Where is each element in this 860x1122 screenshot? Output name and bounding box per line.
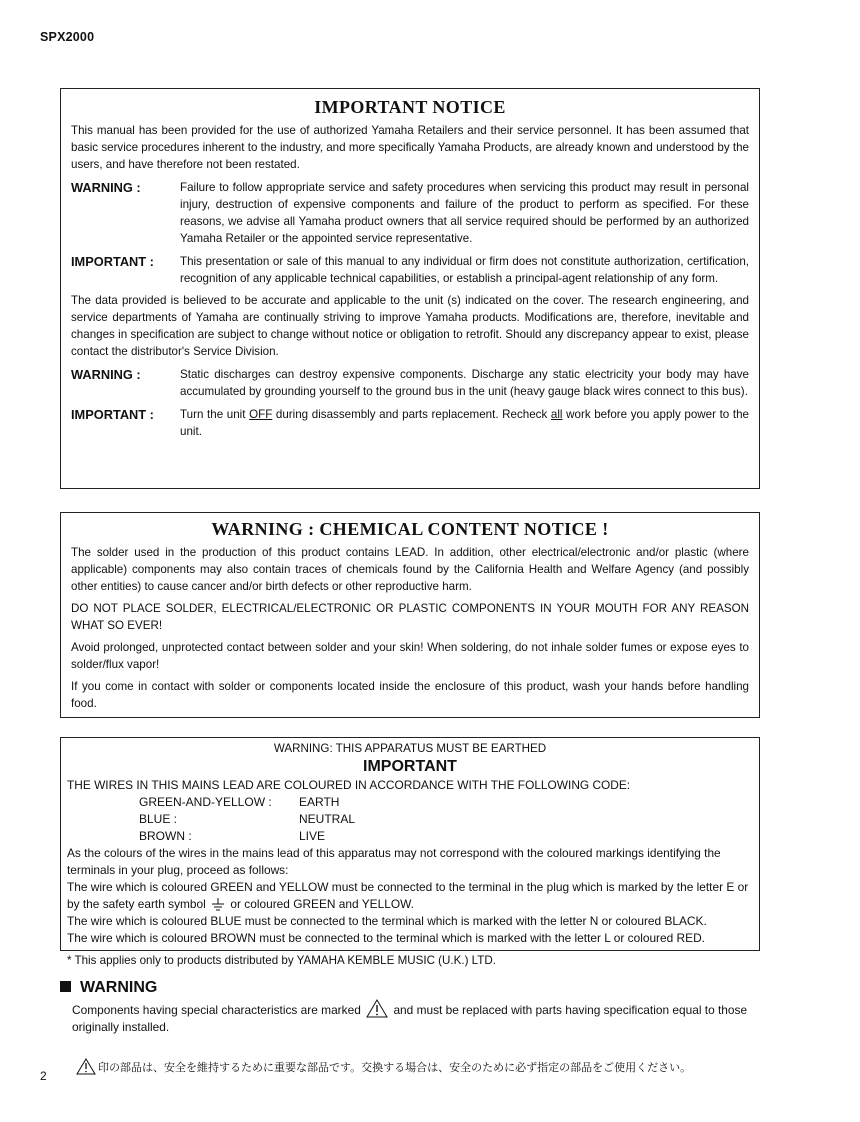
square-bullet-icon xyxy=(60,981,71,992)
chemical-p4: If you come in contact with solder or components located inside the enclosure of this product, wash your hands before handling food. xyxy=(71,680,749,710)
earthed-box xyxy=(60,737,760,951)
code-intro: THE WIRES IN THIS MAINS LEAD ARE COLOURED IN ACCORDANCE WITH THE FOLLOWING CODE: xyxy=(67,778,631,792)
warning-text: Failure to follow appropriate service and safety procedures when servicing this product may result in personal injury, destruction of expensive components and failure of the product to perform as specified. For these reasons, we advise all Yamaha product owners that all service required should be performed by an authorized Yamaha Retailer or the appointed service representative. xyxy=(180,181,749,245)
chemical-p2: DO NOT PLACE SOLDER, ELECTRICAL/ELECTRONIC OR PLASTIC COMPONENTS IN YOUR MOUTH FOR ANY REASON WHAT SO EVER! xyxy=(71,602,749,632)
japanese-note: 印の部品は、安全を維持するために重要な部品です。交換する場合は、安全のために必ず指定の部品をご使用ください。 xyxy=(74,1058,691,1077)
notice-intro: This manual has been provided for the use of authorized Yamaha Retailers and their service personnel. It has been assumed that basic service procedures inherent to the industry, and more specifically Yamaha Products, are already known and understood by the users, and have therefore not been restated. xyxy=(71,124,749,171)
earth-symbol-icon xyxy=(211,898,225,911)
earthed-warning-line: WARNING: THIS APPARATUS MUST BE EARTHED xyxy=(273,742,547,755)
warning-label: WARNING : xyxy=(71,180,141,195)
page-number: 2 xyxy=(40,1069,47,1083)
earthed-p3: The wire which is coloured BLUE must be connected to the terminal which is marked with the letter N or coloured BLACK. xyxy=(67,914,707,928)
chemical-p1: The solder used in the production of this product contains LEAD. In addition, other electrical/electronic and/or plastic (where applicable) components may also contain traces of chemicals found by the California Health and Welfare Agency (and possibly other entities) to cause cancer and/or birth defects or other reproductive harm. xyxy=(71,546,749,593)
notice-warning-row xyxy=(71,179,749,247)
chemical-p3: Avoid prolonged, unprotected contact between solder and your skin! When soldering, do not inhale solder fumes or expose eyes to solder/flux vapor! xyxy=(71,641,749,671)
code-row: GREEN-AND-YELLOW : EARTH xyxy=(139,795,340,809)
static-warning-label: WARNING : xyxy=(71,367,141,382)
important-text: This presentation or sale of this manual to any individual or firm does not constitute authorization, certification, recognition of any applicable technical capabilities, or establish a principal-agent relationship of any form. xyxy=(180,255,749,285)
static-warning-row xyxy=(71,366,749,400)
chemical-title: WARNING : CHEMICAL CONTENT NOTICE ! xyxy=(211,519,609,539)
caution-triangle-icon xyxy=(76,1058,96,1075)
notice-middle: The data provided is believed to be accurate and applicable to the unit (s) indicated on the cover. The research engineering, and service departments of Yamaha are continually striving to improve Yamaha products. Modifications are, therefore, inevitable and changes in specification are subject to change without notice or obligation to retrofit. Should any discrepancy appear to exist, please contact the distributor's Service Division. xyxy=(71,294,749,358)
earthed-p4: The wire which is coloured BROWN must be connected to the terminal which is marked with the letter L or coloured RED. xyxy=(67,931,705,945)
important-label: IMPORTANT : xyxy=(71,254,154,269)
warning-heading: WARNING xyxy=(60,978,157,998)
caution-triangle-icon xyxy=(366,999,388,1018)
code-row: BLUE : NEUTRAL xyxy=(139,812,356,826)
important-notice-box xyxy=(60,88,760,489)
model-name: SPX2000 xyxy=(40,30,95,44)
power-important-label: IMPORTANT : xyxy=(71,407,154,422)
notice-important-row xyxy=(71,253,749,287)
earthed-p2: The wire which is coloured GREEN and YELLOW must be connected to the terminal in the plug which is marked by the letter E or by the safety earth symbol or coloured GREEN and YELLOW. xyxy=(67,880,749,911)
power-important-text: Turn the unit OFF during disassembly and parts replacement. Recheck all work before you apply power to the unit. xyxy=(180,408,749,438)
code-row: BROWN : LIVE xyxy=(139,829,326,843)
earthed-p1: As the colours of the wires in the mains lead of this apparatus may not correspond with the coloured markings identifying the terminals in your plug, proceed as follows: xyxy=(67,846,721,877)
earthed-heading: IMPORTANT xyxy=(363,758,457,775)
warning-section-text: Components having special characteristics are marked and must be replaced with parts having specification equal to those originally installed. xyxy=(72,999,752,1036)
power-important-row xyxy=(71,406,749,440)
static-warning-text: Static discharges can destroy expensive components. Discharge any static electricity your body may have accumulated by grounding yourself to the ground bus in the unit (heavy gauge black wires connect to this bus). xyxy=(180,368,749,398)
notice-title: IMPORTANT NOTICE xyxy=(314,97,506,117)
footnote: * This applies only to products distributed by YAMAHA KEMBLE MUSIC (U.K.) LTD. xyxy=(67,954,496,967)
chemical-notice-box xyxy=(60,512,760,718)
